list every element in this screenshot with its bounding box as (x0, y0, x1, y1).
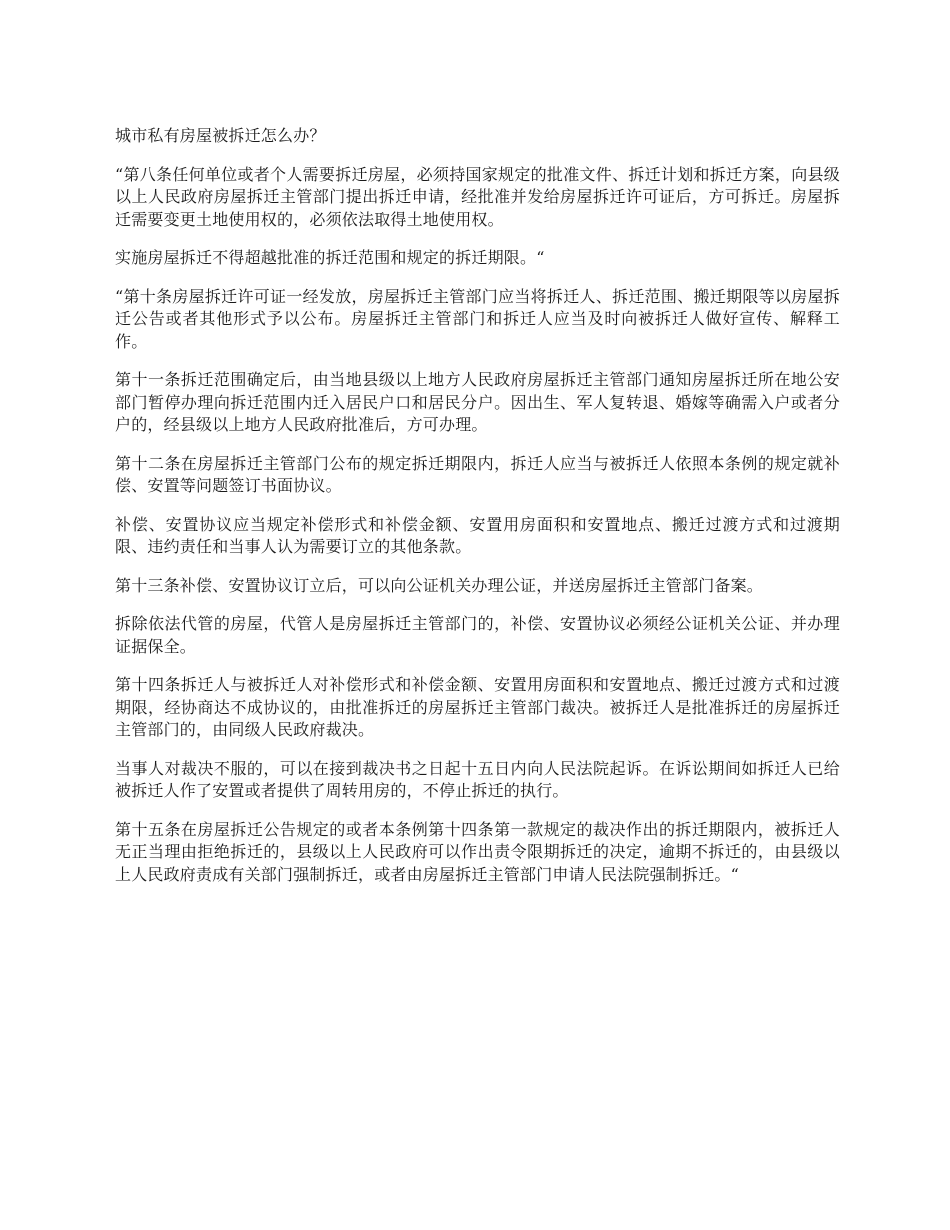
paragraph: “第十条房屋拆迁许可证一经发放，房屋拆迁主管部门应当将拆迁人、拆迁范围、搬迁期限等以房屋拆迁公告或者其他形式予以公布。房屋拆迁主管部门和拆迁人应当及时向被拆迁人做好宣传、解释工作。 (115, 286, 840, 351)
paragraph: “第八条任何单位或者个人需要拆迁房屋，必须持国家规定的批准文件、拆迁计划和拆迁方案，向县级以上人民政府房屋拆迁主管部门提出拆迁申请，经批准并发给房屋拆迁许可证后，方可拆迁。房屋拆迁需要变更土地使用权的，必须依法取得土地使用权。 (115, 164, 840, 229)
paragraph: 拆除依法代管的房屋，代管人是房屋拆迁主管部门的，补偿、安置协议必须经公证机关公证、并办理证据保全。 (115, 614, 840, 656)
document-page (115, 125, 840, 902)
paragraph: 当事人对裁决不服的，可以在接到裁决书之日起十五日内向人民法院起诉。在诉讼期间如拆迁人已给被拆迁人作了安置或者提供了周转用房的，不停止拆迁的执行。 (115, 758, 840, 800)
paragraph: 第十五条在房屋拆迁公告规定的或者本条例第十四条第一款规定的裁决作出的拆迁期限内，被拆迁人无正当理由拒绝拆迁的，县级以上人民政府可以作出责令限期拆迁的决定，逾期不拆迁的，由县级以上人民政府责成有关部门强制拆迁，或者由房屋拆迁主管部门申请人民法院强制拆迁。“ (115, 819, 840, 884)
paragraph: 第十二条在房屋拆迁主管部门公布的规定拆迁期限内，拆迁人应当与被拆迁人依照本条例的规定就补偿、安置等问题签订书面协议。 (115, 453, 840, 495)
paragraph: 第十四条拆迁人与被拆迁人对补偿形式和补偿金额、安置用房面积和安置地点、搬迁过渡方式和过渡期限，经协商达不成协议的，由批准拆迁的房屋拆迁主管部门裁决。被拆迁人是批准拆迁的房屋拆迁主管部门的，由同级人民政府裁决。 (115, 675, 840, 739)
paragraph: 实施房屋拆迁不得超越批准的拆迁范围和规定的拆迁期限。“ (115, 248, 545, 267)
paragraph: 第十一条拆迁范围确定后，由当地县级以上地方人民政府房屋拆迁主管部门通知房屋拆迁所在地公安部门暂停办理向拆迁范围内迁入居民户口和居民分户。因出生、军人复转退、婚嫁等确需入户或者分户的，经县级以上地方人民政府批准后，方可办理。 (115, 370, 840, 434)
paragraph: 补偿、安置协议应当规定补偿形式和补偿金额、安置用房面积和安置地点、搬迁过渡方式和过渡期限、违约责任和当事人认为需要订立的其他条款。 (115, 514, 840, 556)
document-title: 城市私有房屋被拆迁怎么办？ (115, 126, 326, 145)
paragraph: 第十三条补偿、安置协议订立后，可以向公证机关办理公证，并送房屋拆迁主管部门备案。 (115, 575, 764, 595)
